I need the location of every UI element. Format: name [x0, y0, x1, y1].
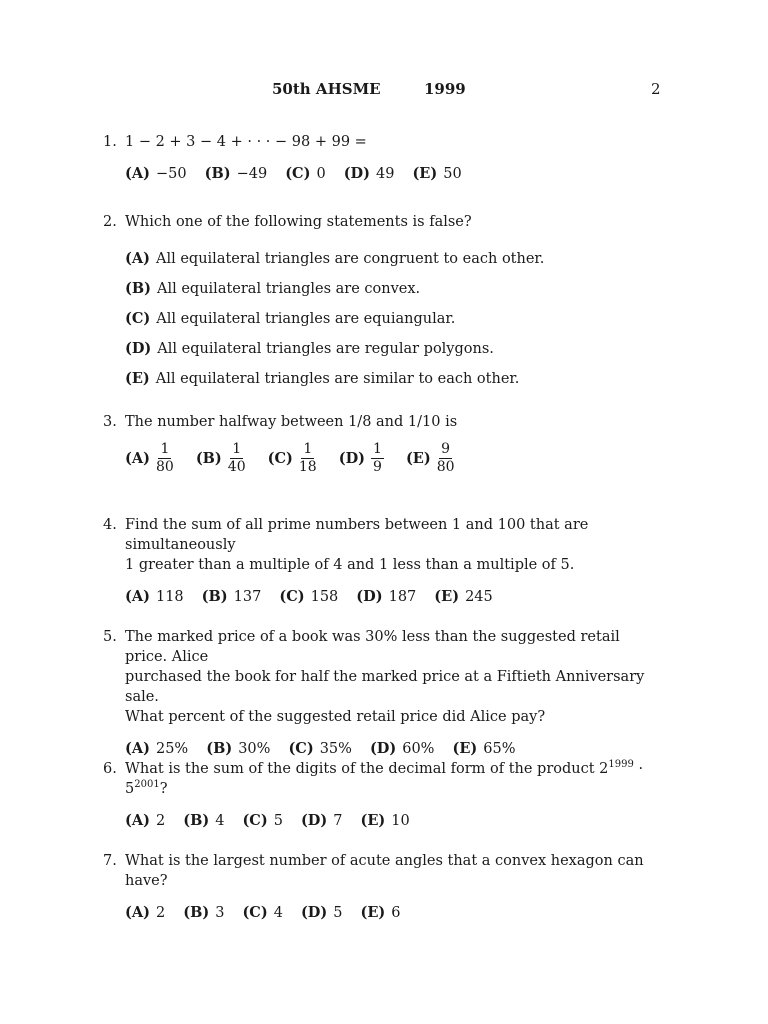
choice-label: (C)	[242, 904, 268, 921]
choice-b	[206, 739, 270, 759]
choice-label: (D)	[300, 812, 328, 829]
choice-b	[205, 164, 268, 184]
choice-b	[183, 811, 224, 831]
choice-value: −50	[155, 166, 187, 182]
choice-value: 2	[155, 813, 166, 829]
choice-label: (C)	[267, 449, 293, 467]
choice-label: (B)	[195, 449, 222, 467]
choice-value: 60%	[402, 741, 435, 757]
fraction	[299, 442, 317, 475]
choice-b	[125, 274, 663, 304]
choice-label: (E)	[434, 588, 460, 605]
fraction	[156, 442, 174, 475]
denominator: 80	[155, 459, 174, 475]
exponent: 2001	[134, 779, 160, 790]
choice-label: (D)	[300, 904, 328, 921]
choice-d	[339, 442, 384, 475]
choice-label: (E)	[125, 370, 150, 387]
choice-d	[125, 334, 663, 364]
page-number: 2	[651, 80, 661, 98]
choice-value: 4	[273, 905, 283, 921]
question-2	[103, 212, 663, 394]
question-text: Which one of the following statements is false?	[125, 214, 472, 230]
choice-value: 50	[443, 166, 462, 182]
choice-value: All equilateral triangles are equiangular.	[156, 311, 456, 327]
choice-label: (B)	[183, 904, 210, 921]
choice-value: 245	[465, 589, 493, 605]
choice-value: All equilateral triangles are convex.	[156, 281, 421, 297]
choice-c	[288, 739, 352, 759]
choice-a	[125, 587, 184, 607]
choice-c	[125, 304, 663, 334]
question-number: 7.	[103, 853, 117, 869]
choice-label: (A)	[125, 165, 150, 182]
choice-label: (C)	[279, 588, 305, 605]
choice-e	[360, 811, 409, 831]
question-5	[103, 627, 663, 759]
numerator: 1	[160, 441, 170, 457]
choice-c	[285, 164, 326, 184]
choice-label: (D)	[356, 588, 383, 605]
answer-choices	[125, 244, 663, 394]
choice-value: 158	[310, 589, 339, 605]
choice-value: 25%	[155, 741, 189, 757]
question-4	[103, 515, 663, 607]
choice-value: All equilateral triangles are similar to each other.	[155, 371, 520, 387]
choice-b	[183, 903, 224, 923]
exam-title: 50th AHSME	[272, 80, 381, 98]
denominator: 80	[436, 459, 455, 475]
choice-label: (B)	[204, 165, 231, 182]
numerator: 1	[373, 441, 382, 457]
choice-label: (C)	[285, 165, 311, 182]
answer-choices	[125, 164, 663, 184]
question-6	[103, 759, 663, 831]
choice-a	[125, 244, 663, 274]
choice-e	[412, 164, 461, 184]
answer-choices	[125, 587, 663, 607]
choice-value: 30%	[238, 741, 271, 757]
choice-d	[370, 739, 435, 759]
choice-d	[344, 164, 395, 184]
choice-label: (A)	[125, 740, 150, 757]
question-text-line: Find the sum of all prime numbers between 1 and 100 that are simultaneously	[125, 517, 589, 553]
choice-label: (A)	[125, 904, 150, 921]
choice-label: (A)	[125, 449, 150, 467]
choice-label: (B)	[125, 280, 151, 297]
numerator: 1	[303, 441, 313, 457]
choice-e	[452, 739, 515, 759]
choice-label: (C)	[242, 812, 268, 829]
question-text-line: What percent of the suggested retail price did Alice pay?	[125, 709, 546, 725]
fraction	[228, 442, 246, 475]
choice-label: (E)	[360, 812, 386, 829]
choice-c	[242, 903, 283, 923]
answer-choices	[125, 739, 663, 759]
choice-a	[125, 739, 188, 759]
denominator: 9	[373, 459, 382, 475]
choice-value: 35%	[319, 741, 352, 757]
choice-label: (B)	[183, 812, 210, 829]
choice-value: 65%	[483, 741, 516, 757]
question-number: 4.	[103, 517, 117, 533]
question-text: The number halfway between 1/8 and 1/10 is	[125, 414, 458, 430]
question-3	[103, 412, 663, 475]
choice-label: (A)	[125, 588, 150, 605]
choice-label: (C)	[125, 310, 151, 327]
choice-value: 5	[333, 905, 343, 921]
choice-value: 10	[391, 813, 410, 829]
question-7	[103, 851, 663, 923]
choice-e	[360, 903, 400, 923]
choice-value: 4	[215, 813, 225, 829]
numerator: 9	[441, 441, 451, 457]
choice-value: 3	[215, 905, 225, 921]
question-number: 2.	[103, 214, 117, 230]
question-number: 5.	[103, 629, 117, 645]
choice-label: (B)	[206, 740, 233, 757]
choice-label: (E)	[412, 165, 438, 182]
multiply-dot: · 5	[125, 761, 644, 797]
choice-label: (E)	[405, 449, 431, 467]
choice-label: (B)	[201, 588, 228, 605]
choice-a	[125, 164, 187, 184]
choice-value: All equilateral triangles are regular polygons.	[157, 341, 494, 357]
choice-label: (E)	[360, 904, 386, 921]
choice-a	[125, 442, 174, 475]
question-text: What is the largest number of acute angles that a convex hexagon can have?	[125, 853, 644, 889]
question-text-line: purchased the book for half the marked price at a Fiftieth Anniversary sale.	[125, 669, 645, 705]
choice-value: 5	[273, 813, 283, 829]
question-number: 3.	[103, 414, 117, 430]
choice-label: (D)	[125, 340, 152, 357]
choice-label: (D)	[343, 165, 370, 182]
question-text-line: The marked price of a book was 30% less than the suggested retail price. Alice	[125, 629, 620, 665]
denominator: 18	[298, 459, 317, 475]
choice-d	[301, 811, 343, 831]
choice-value: 49	[375, 166, 395, 182]
fraction	[371, 442, 384, 475]
choice-label: (A)	[125, 250, 150, 267]
choice-c	[268, 442, 317, 475]
answer-choices	[125, 903, 663, 923]
choice-b	[202, 587, 262, 607]
choice-label: (D)	[338, 449, 366, 467]
choice-value: 187	[388, 589, 417, 605]
answer-choices	[125, 811, 663, 831]
choice-e	[125, 364, 663, 394]
page-header	[0, 80, 768, 102]
question-1	[103, 132, 663, 184]
question-text-start: What is the sum of the digits of the decimal form of the product 2	[125, 761, 609, 777]
question-number: 6.	[103, 761, 117, 777]
choice-c	[242, 811, 283, 831]
choice-value: 118	[155, 589, 184, 605]
denominator: 40	[227, 459, 246, 475]
choice-value: −49	[236, 166, 268, 182]
choice-label: (A)	[125, 812, 150, 829]
choice-d	[356, 587, 416, 607]
choice-value: All equilateral triangles are congruent to each other.	[155, 251, 545, 267]
choice-label: (E)	[452, 740, 478, 757]
choice-label: (D)	[369, 740, 397, 757]
choice-value: 6	[391, 905, 401, 921]
question-text	[125, 759, 663, 799]
question-number: 1.	[103, 134, 117, 150]
exam-year: 1999	[424, 80, 466, 98]
choice-value: 0	[316, 166, 326, 182]
question-text-line: 1 greater than a multiple of 4 and 1 less than a multiple of 5.	[125, 557, 575, 573]
question-text: 1 − 2 + 3 − 4 + · · · − 98 + 99 =	[125, 134, 367, 150]
exponent: 1999	[608, 759, 634, 770]
fraction	[437, 442, 455, 475]
numerator: 1	[232, 441, 242, 457]
choice-b	[196, 442, 246, 475]
choice-value: 137	[233, 589, 262, 605]
choice-label: (C)	[288, 740, 314, 757]
choice-a	[125, 903, 165, 923]
choice-value: 2	[155, 905, 166, 921]
choice-e	[406, 442, 455, 475]
choice-c	[279, 587, 338, 607]
choice-value: 7	[333, 813, 343, 829]
answer-choices	[125, 442, 663, 475]
choice-d	[301, 903, 343, 923]
choice-e	[434, 587, 492, 607]
question-mark: ?	[159, 781, 168, 797]
choice-a	[125, 811, 165, 831]
